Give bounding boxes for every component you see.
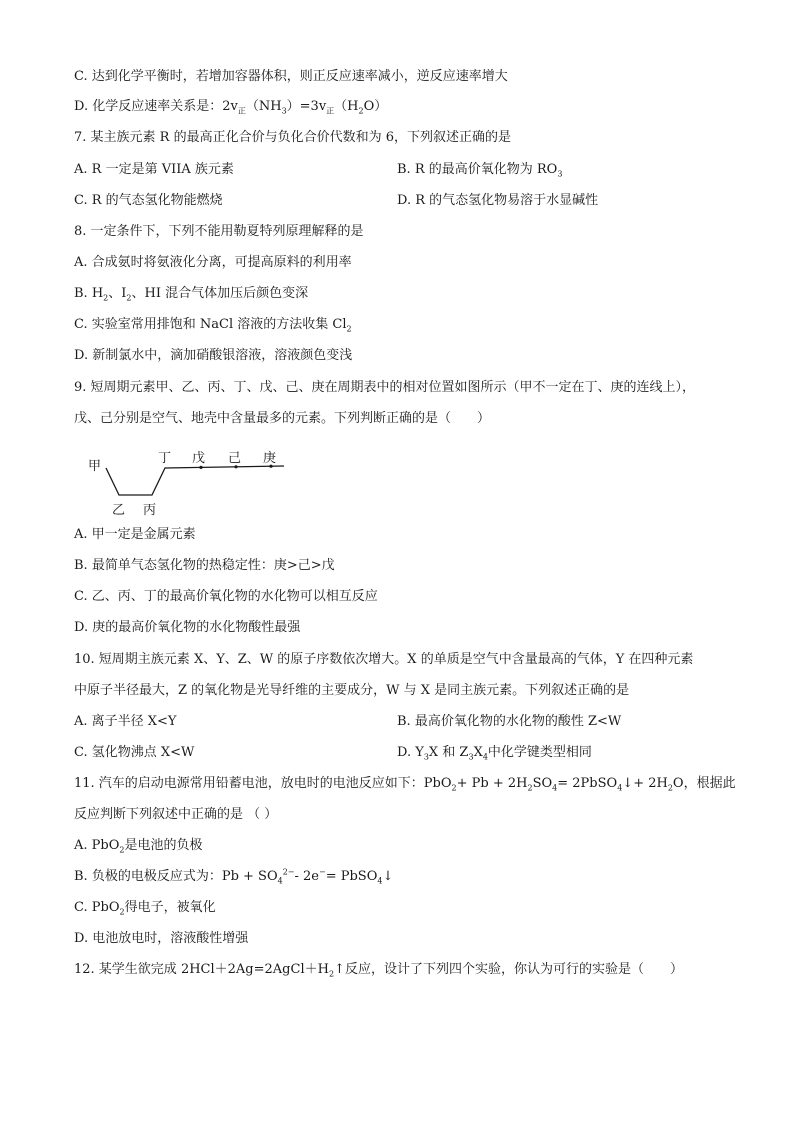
point-wu (199, 466, 202, 469)
q6-option-c: C. 达到化学平衡时，若增加容器体积，则正反应速率减小，逆反应速率增大 (74, 69, 508, 84)
q8-option-c: C. 实验室常用排饱和 NaCl 溶液的方法收集 $Cl_2$ (74, 317, 352, 334)
q7-option-d: D. R 的气态氢化物易溶于水显碱性 (397, 193, 599, 208)
q10-option-d: D. $Y_3X$ 和 $Z_3X_4$中化学键类型相同 (397, 745, 592, 762)
position-line (106, 466, 284, 495)
q11-option-d: D. 电池放电时，溶液酸性增强 (74, 931, 249, 946)
q7-option-b: B. R 的最高价氧化物为 $RO_3$ (397, 162, 563, 179)
q9-option-b: B. 最简单气态氢化物的热稳定性：庚>己>戊 (74, 558, 335, 573)
q9-stem-line2: 戊、己分别是空气、地壳中含量最多的元素。下列判断正确的是（ ） (74, 411, 491, 426)
q7-option-c: C. R 的气态氢化物能燃烧 (74, 193, 223, 208)
label-geng: 庚 (263, 451, 277, 466)
q8-option-d: D. 新制氯水中，滴加硝酸银溶液，溶液颜色变浅 (74, 348, 353, 363)
q9-stem-line1: 9. 短周期元素甲、乙、丙、丁、戊、己、庚在周期表中的相对位置如图所示（甲不一定在丁、庚的连线上）， (74, 380, 696, 395)
label-yi: 乙 (112, 503, 126, 518)
label-jia: 甲 (88, 459, 102, 474)
label-ding: 丁 (158, 451, 172, 466)
q7-option-a: A. R 一定是第 VIIA 族元素 (74, 162, 234, 177)
q6-option-d: D. 化学反应速率关系是：$2v_正(NH_3)=3v_正(H_2O)$ (74, 99, 388, 116)
q8-option-b: B. $H_2$、$I_2$、HI 混合气体加压后颜色变深 (74, 286, 309, 303)
label-bing: 丙 (143, 503, 157, 518)
periodic-position-diagram (86, 448, 286, 518)
q11-option-a: A. PbO$_2$是电池的负极 (74, 838, 203, 855)
q10-stem-line2: 中原子半径最大，Z 的氧化物是光导纤维的主要成分，W 与 X 是同主族元素。下列叙述正确的是 (74, 683, 630, 698)
q10-option-c: C. 氢化物沸点 X<W (74, 745, 195, 760)
q9-option-a: A. 甲一定是金属元素 (74, 527, 196, 542)
q11-option-b: B. 负极的电极反应式为：$Pb + SO_4^{2-}-$ 2e−= PbSO$_4$↓ (74, 867, 394, 886)
q11-option-c: C. PbO$_2$得电子，被氧化 (74, 900, 216, 917)
label-ji: 己 (228, 451, 242, 466)
q10-option-b: B. 最高价氧化物的水化物的酸性 Z<W (397, 714, 622, 729)
q8-option-a: A. 合成氨时将氨液化分离，可提高原料的利用率 (74, 255, 352, 270)
q12-stem: 12. 某学生欲完成 $2HCl+2Ag=2AgCl+H_2↑$反应，设计了下列四个实验，你认为可行的实验是（ ） (74, 962, 683, 979)
q11-stem-line2: 反应判断下列叙述中正确的是 （ ） (74, 807, 278, 822)
q8-stem: 8. 一定条件下，下列不能用勒夏特列原理解释的是 (74, 224, 364, 239)
q9-option-c: C. 乙、丙、丁的最高价氧化物的水化物可以相互反应 (74, 589, 378, 604)
q11-stem-line1: 11. 汽车的启动电源常用铅蓄电池，放电时的电池反应如下：$PbO_2+ Pb + 2H_2SO_4=$ 2PbSO$_4$↓+ $2H_2O$，根据此 (74, 776, 736, 793)
q10-option-a: A. 离子半径 X<Y (74, 714, 177, 729)
label-wu: 戊 (192, 451, 206, 466)
q10-stem-line1: 10. 短周期主族元素 X、Y、Z、W 的原子序数依次增大。X 的单质是空气中含量最高的气体，Y 在四种元素 (74, 652, 694, 667)
q7-stem: 7. 某主族元素 R 的最高正化合价与负化合价代数和为 6，下列叙述正确的是 (74, 130, 511, 145)
q9-option-d: D. 庚的最高价氧化物的水化物酸性最强 (74, 620, 301, 635)
